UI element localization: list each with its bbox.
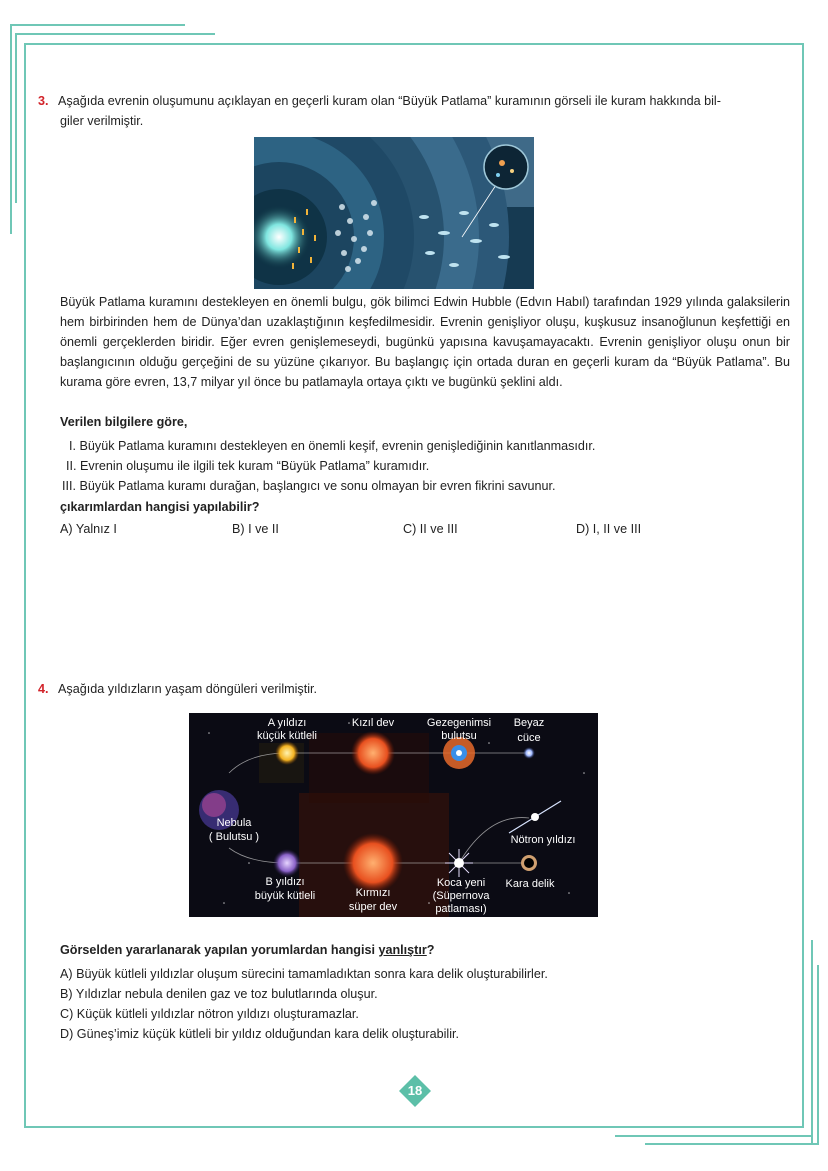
label-supernova-2: (Süpernova (432, 890, 490, 902)
frame-accent-right-2 (817, 965, 819, 1145)
label-neutron: Nötron yıldızı (510, 834, 576, 846)
q3-prompt: Verilen bilgilere göre, (60, 415, 188, 429)
page-number: 18 (407, 1083, 423, 1098)
q3-statement-3: III. Büyük Patlama kuramı durağan, başlangıcı ve sonu olmayan bir evren fikrini savunur. (62, 479, 556, 493)
label-super-1: Kırmızı (355, 887, 391, 899)
frame-right-line (802, 43, 804, 1128)
frame-top-line (24, 43, 804, 45)
q3-paragraph: Büyük Patlama kuramını destekleyen en önemli bulgu, gök bilimci Edwin Hubble (Edvın Habıl) tarafından 1929 yılında galaksilerin hem birbirinden hem de Dünya’dan uzaklaştığının keşfedilmesidir. Evrenin genişliyor oluşu, kuşkusuz insanoğlunun keşfettiği en önemli gerçeklerden biridir. Eğer evren genişlemeseydi, bugünkü yapısına kavuşamayacaktı. Evrenin genişliyor oluşu onun bir başlangıcının olduğu gerçeğini de su yüzüne çıkarıyor. Bu başlangıç için ortada duran en geçerli kuram da “Büyük Patlama”. Bu kurama göre evren, 13,7 milyar yıl önce bu patlamayla ortaya çıktı ve bugünkü şeklini aldı. (60, 295, 790, 389)
q4-option-c[interactable]: C) Küçük kütleli yıldızlar nötron yıldızı oluşturamazlar. (60, 1007, 359, 1021)
label-b-star-2: büyük kütleli (254, 890, 316, 902)
label-planetary-1: Gezegenimsi (426, 717, 492, 729)
q4-intro (38, 679, 317, 699)
frame-accent-bottom-1 (615, 1135, 813, 1137)
frame-accent-left-2 (15, 33, 17, 203)
q3-intro-line1: Aşağıda evrenin oluşumunu açıklayan en geçerli kuram olan “Büyük Patlama” kuramının görseli ile kuram hakkında bil- (58, 94, 721, 108)
q3-question: çıkarımlardan hangisi yapılabilir? (60, 500, 260, 514)
frame-accent-left-1 (10, 24, 12, 234)
label-black-hole: Kara delik (505, 878, 555, 890)
q4-question-post: ? (426, 943, 435, 957)
label-white-2: cüce (517, 732, 541, 744)
q4-option-b[interactable]: B) Yıldızlar nebula denilen gaz ve toz bulutlarında oluşur. (60, 987, 378, 1001)
label-planetary-2: bulutsu (441, 730, 477, 742)
q4-option-a[interactable]: A) Büyük kütleli yıldızlar oluşum sürecini tamamladıktan sonra kara delik oluşturabilirler. (60, 967, 548, 981)
q4-intro-text: Aşağıda yıldızların yaşam döngüleri verilmiştir. (58, 682, 317, 696)
frame-accent-bottom-2 (645, 1143, 819, 1145)
label-red-giant: Kızıl dev (351, 717, 395, 729)
q4-question-pre: Görselden yararlanarak yapılan yorumlardan hangisi (60, 943, 379, 957)
label-a-star-2: küçük kütleli (257, 730, 317, 742)
label-white-1: Beyaz (513, 717, 545, 729)
q3-option-b[interactable]: B) I ve II (232, 522, 279, 536)
label-b-star-1: B yıldızı (265, 876, 305, 888)
frame-accent-top-2 (15, 33, 215, 35)
q4-question-word: yanlıştır (378, 943, 427, 957)
q3-option-c[interactable]: C) II ve III (403, 522, 458, 536)
label-supernova-1: Koca yeni (436, 877, 486, 889)
q3-option-a[interactable]: A) Yalnız I (60, 522, 117, 536)
label-nebula-2: ( Bulutsu ) (208, 831, 260, 843)
star-life-cycle-illustration (189, 713, 598, 917)
label-a-star-1: A yıldızı (267, 717, 307, 729)
label-nebula-1: Nebula (216, 817, 252, 829)
frame-accent-top-1 (10, 24, 185, 26)
q3-option-d[interactable]: D) I, II ve III (576, 522, 642, 536)
q4-question (60, 940, 434, 960)
q3-intro-line2: giler verilmiştir. (60, 114, 144, 128)
big-bang-illustration (254, 137, 534, 289)
label-super-2: süper dev (348, 901, 398, 913)
q3-statement-1: I. Büyük Patlama kuramını destekleyen en önemli keşif, evrenin genişlediğinin kanıtlanmasıdır. (69, 439, 596, 453)
q3-number: 3. (38, 94, 49, 108)
page-number-badge (398, 1074, 432, 1108)
q4-option-d[interactable]: D) Güneş’imiz küçük kütleli bir yıldız olduğundan kara delik oluşturabilir. (60, 1027, 459, 1041)
q3-statement-2: II. Evrenin oluşumu ile ilgili tek kuram “Büyük Patlama” kuramıdır. (66, 459, 430, 473)
q4-number: 4. (38, 682, 49, 696)
big-bang-svg (254, 137, 534, 289)
frame-accent-right-1 (811, 940, 813, 1144)
frame-bottom-line (24, 1126, 804, 1128)
label-supernova-3: patlaması) (435, 903, 487, 915)
q3-intro (38, 91, 798, 111)
frame-left-line (24, 43, 26, 1128)
